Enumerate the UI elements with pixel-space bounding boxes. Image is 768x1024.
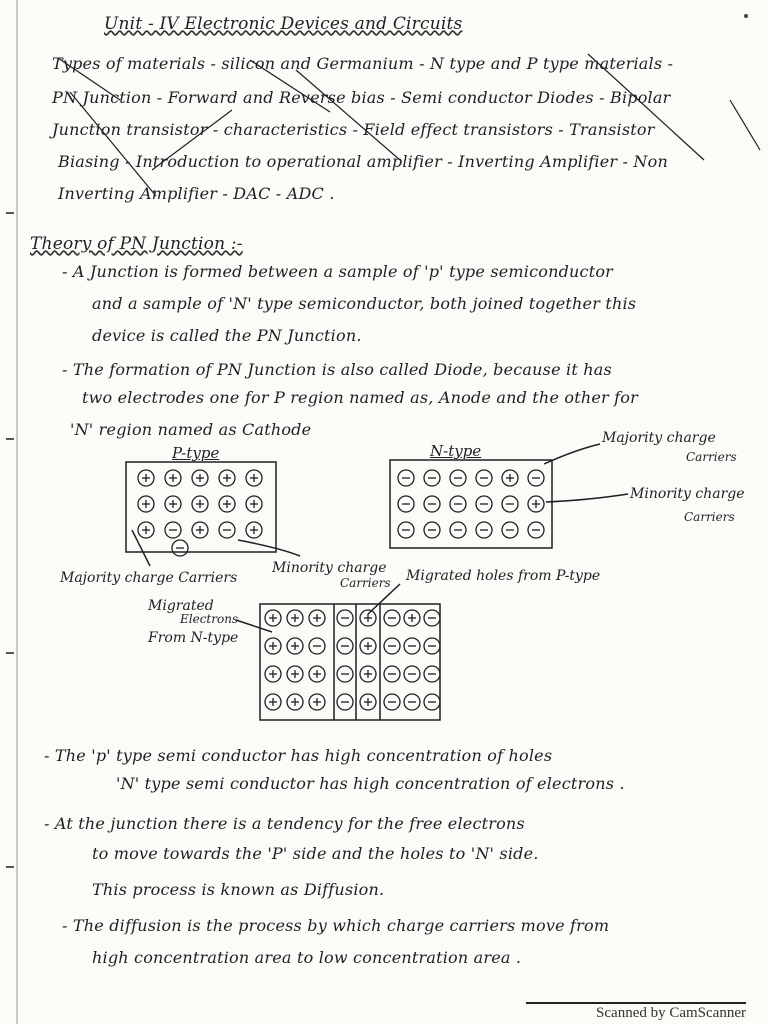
para1-line-2: and a sample of 'N' type semiconductor, both joined together this: [92, 294, 637, 313]
syllabus-line-4: Biasing - Introduction to operational amplifier - Inverting Amplifier - Non: [58, 152, 668, 171]
syllabus-line-5: Inverting Amplifier - DAC - ADC .: [58, 184, 335, 203]
p-type-carriers: [138, 470, 262, 556]
syllabus-line-3: Junction transistor - characteristics - Field effect transistors - Transistor: [52, 120, 655, 139]
para4-line-2: to move towards the 'P' side and the holes to 'N' side.: [92, 844, 539, 863]
para4-line-3: This process is known as Diffusion.: [92, 880, 385, 899]
scanner-watermark: Scanned by CamScanner: [596, 1005, 746, 1021]
footer-rule: [526, 1002, 746, 1004]
para3-line-2: 'N' type semi conductor has high concentration of electrons .: [116, 774, 625, 793]
majority-carriers-left: Majority charge Carriers: [60, 570, 238, 586]
syllabus-line-2: PN Junction - Forward and Reverse bias - Semi conductor Diodes - Bipolar: [52, 88, 671, 107]
para2-line-1: - The formation of PN Junction is also called Diode, because it has: [62, 360, 612, 379]
syllabus-line-1: Types of materials - silicon and Germanium - N type and P type materials -: [52, 54, 674, 73]
para1-line-1: - A Junction is formed between a sample of 'p' type semiconductor: [62, 262, 614, 281]
minority-carriers-left-2: Carriers: [340, 576, 391, 590]
para3-line-1: - The 'p' type semi conductor has high concentration of holes: [44, 746, 553, 765]
migrated-electrons-2: Electrons: [180, 612, 239, 626]
n-type-carriers: [398, 470, 544, 538]
para5-line-2: high concentration area to low concentration area .: [92, 948, 522, 967]
majority-carriers-right-2: Carriers: [686, 450, 737, 464]
migrated-holes-label: Migrated holes from P-type: [406, 568, 601, 584]
para4-line-1: - At the junction there is a tendency for the free electrons: [44, 814, 525, 833]
para5-line-1: - The diffusion is the process by which charge carriers move from: [62, 916, 610, 935]
para2-line-2: two electrodes one for P region named as, Anode and the other for: [82, 388, 638, 407]
minority-carriers-left-1: Minority charge: [272, 560, 387, 576]
minority-carriers-right-2: Carriers: [684, 510, 735, 524]
page-title: Unit - IV Electronic Devices and Circuits: [104, 14, 463, 34]
migrated-electrons-1: Migrated: [148, 598, 214, 614]
section-heading: Theory of PN Junction :-: [30, 234, 243, 254]
majority-carriers-right-1: Majority charge: [602, 430, 716, 446]
p-type-label: P-type: [172, 444, 220, 462]
minority-carriers-right-1: Minority charge: [630, 486, 745, 502]
para2-line-3: 'N' region named as Cathode: [70, 420, 312, 439]
migrated-electrons-3: From N-type: [148, 630, 239, 646]
para1-line-3: device is called the PN Junction.: [92, 326, 362, 345]
n-type-label: N-type: [430, 442, 482, 460]
junction-carriers: [265, 610, 440, 710]
